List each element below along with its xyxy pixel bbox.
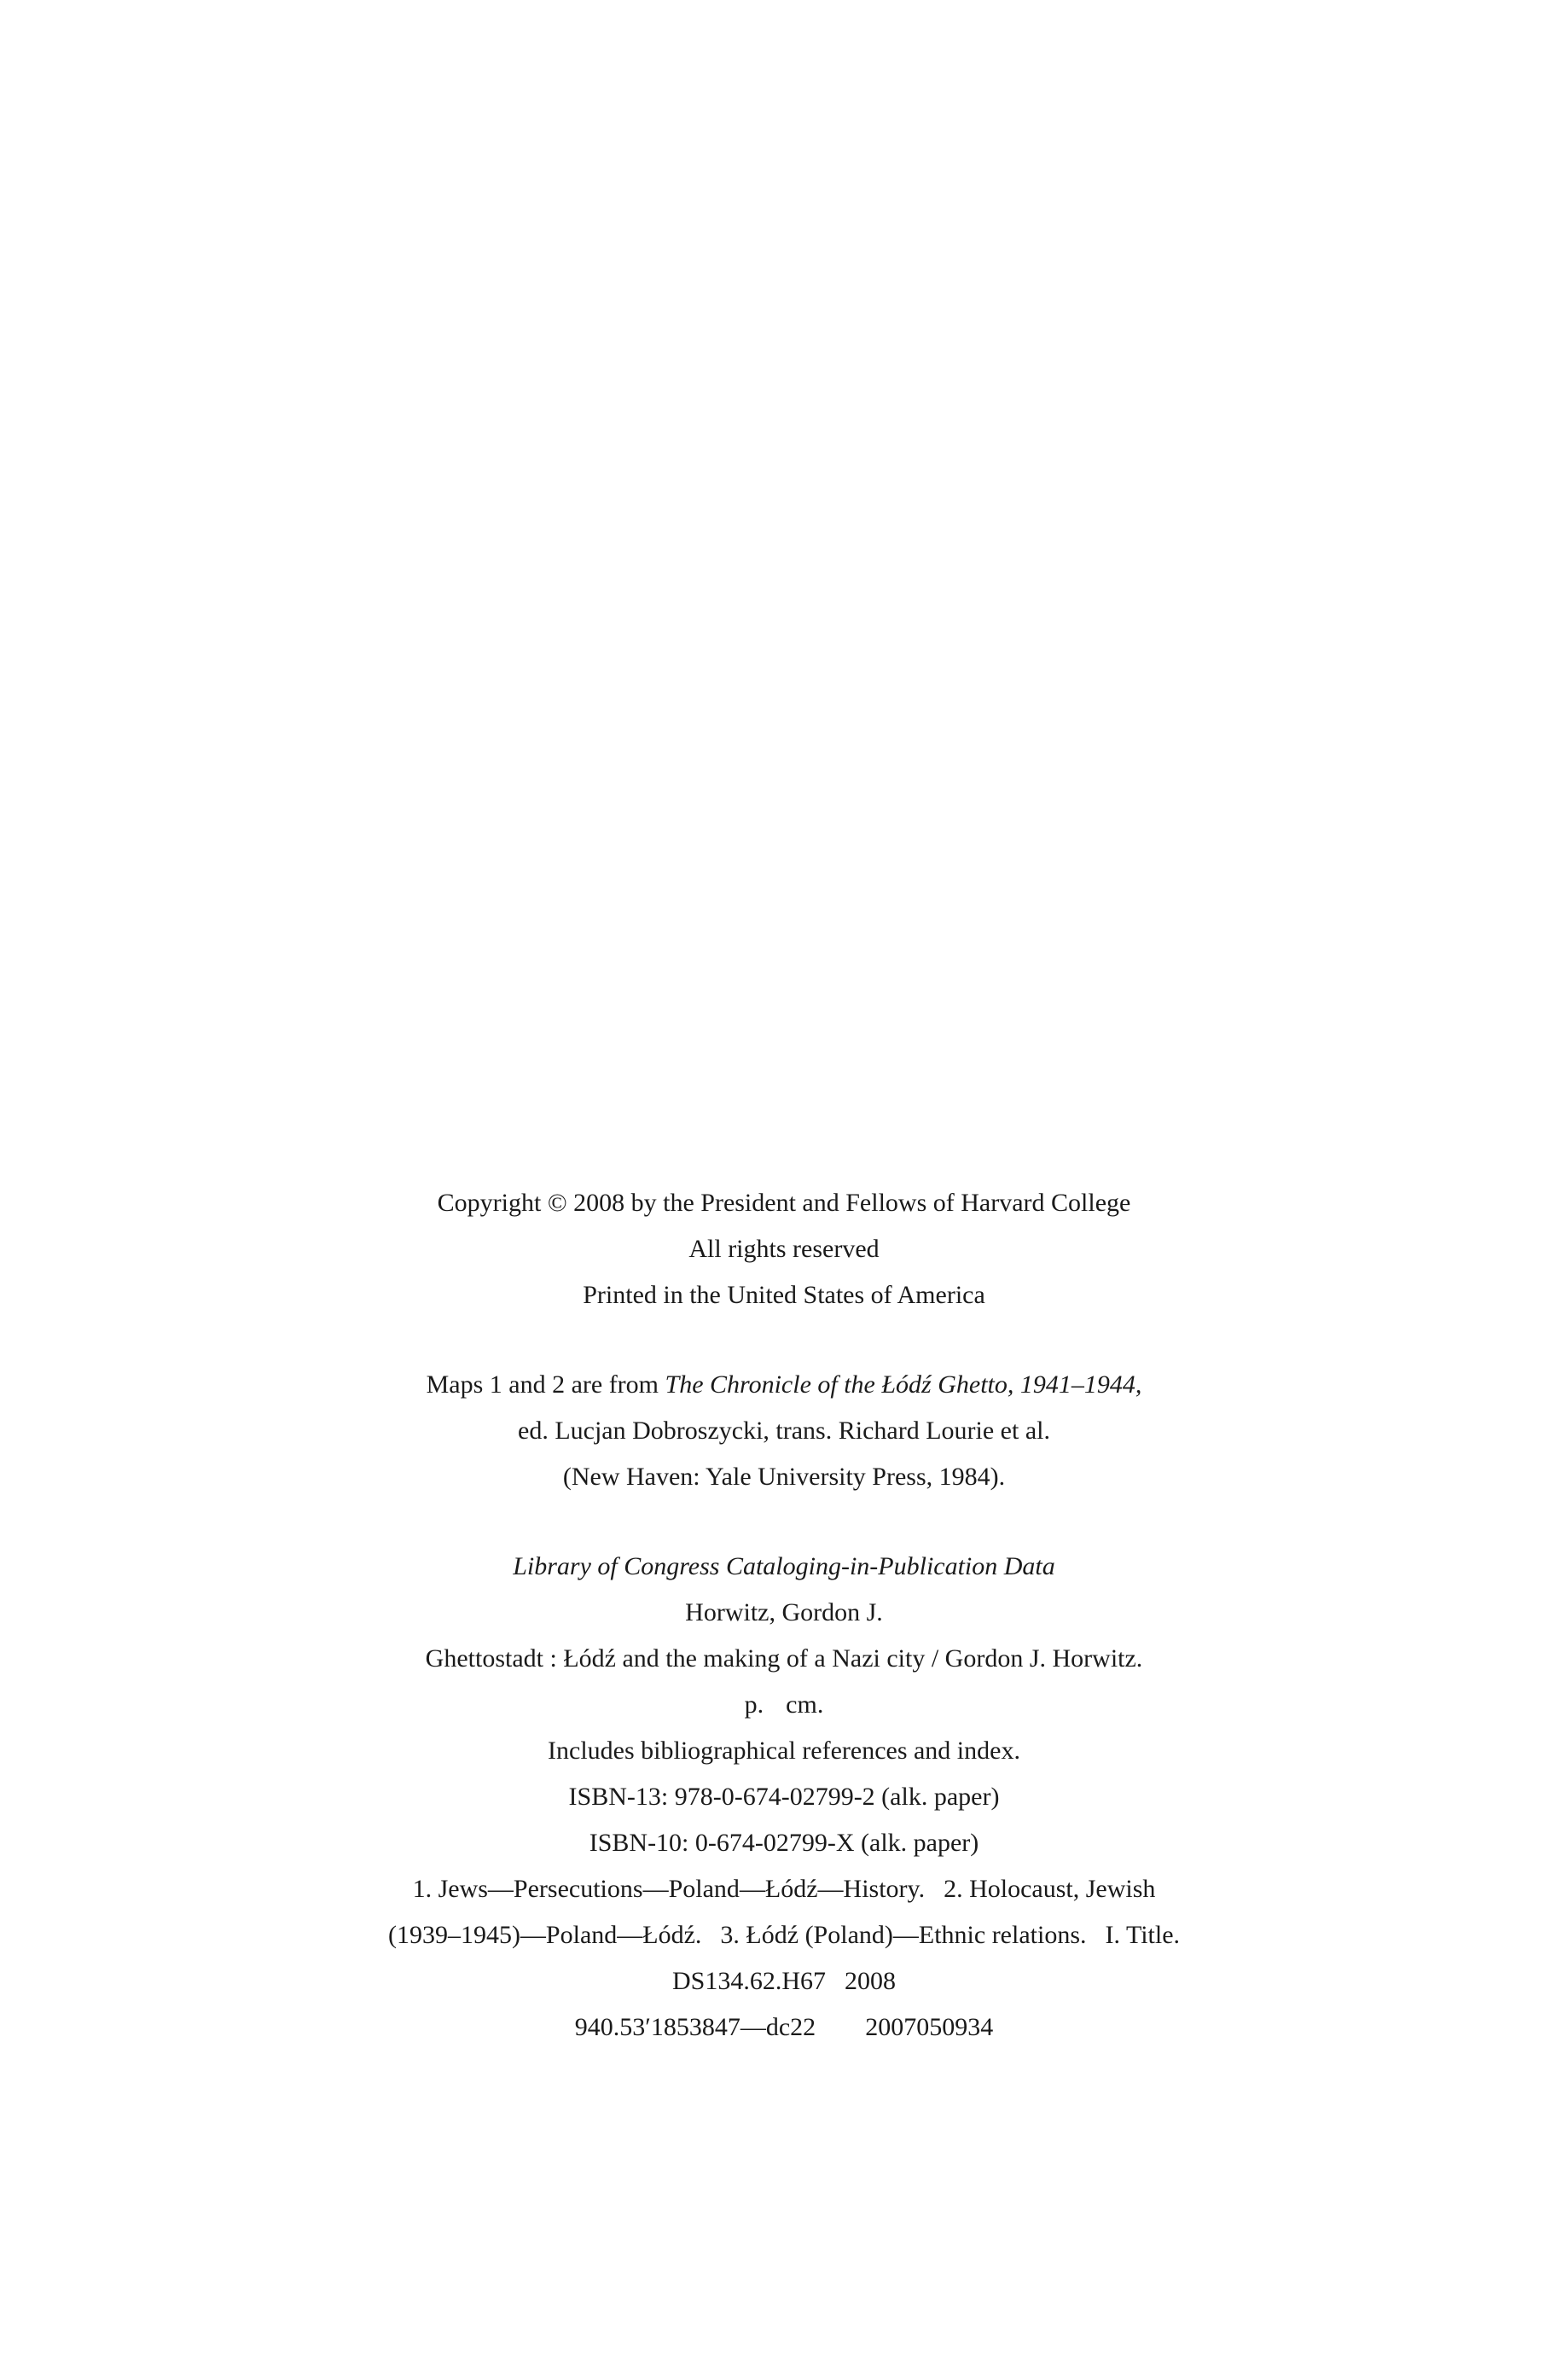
copyright-block xyxy=(0,1180,1568,1318)
cip-subjects-line-1 xyxy=(0,1866,1568,1912)
cip-subjects-line-2 xyxy=(0,1912,1568,1958)
cip-isbn-10: ISBN-10: 0-674-02799-X (alk. paper) xyxy=(589,1829,979,1857)
cip-notes: Includes bibliographical references and index. xyxy=(548,1737,1020,1765)
cip-pagination-cm: cm. xyxy=(786,1690,824,1719)
cip-lc-classification xyxy=(0,1958,1568,2004)
cip-dewey-number: 940.53′1853847—dc22 xyxy=(574,2013,816,2041)
cip-subject-2-end: (1939–1945)—Poland—Łódź. xyxy=(387,1921,702,1949)
cip-pagination-p: p. xyxy=(744,1690,764,1719)
copyright-notice: Copyright © 2008 by the President and Fellows of Harvard College xyxy=(437,1189,1131,1217)
maps-credit-prefix: Maps 1 and 2 are from xyxy=(426,1370,665,1399)
rights-reserved: All rights reserved xyxy=(688,1235,880,1263)
cip-title-entry: I. Title. xyxy=(1105,1921,1181,1949)
maps-credit-line-2: ed. Lucjan Dobroszycki, trans. Richard Lourie et al. xyxy=(518,1417,1050,1445)
cip-lc-call-number: DS134.62.H67 xyxy=(671,1967,826,1995)
printed-in: Printed in the United States of America xyxy=(583,1281,985,1309)
cip-lc-year: 2008 xyxy=(845,1967,896,1995)
cip-heading: Library of Congress Cataloging-in-Publication Data xyxy=(513,1552,1055,1580)
cip-lccn: 2007050934 xyxy=(865,2013,994,2041)
cip-subject-1: 1. Jews—Persecutions—Poland—Łódź—History. xyxy=(412,1875,926,1903)
cip-pagination xyxy=(0,1682,1568,1728)
maps-credit-block xyxy=(0,1362,1568,1500)
maps-credit-line-1 xyxy=(0,1362,1568,1408)
cip-dewey-line xyxy=(0,2004,1568,2051)
cip-data-block xyxy=(0,1544,1568,2051)
cip-subject-2-start: 2. Holocaust, Jewish xyxy=(944,1875,1156,1903)
cip-subject-3: 3. Łódź (Poland)—Ethnic relations. xyxy=(720,1921,1087,1949)
maps-source-title: The Chronicle of the Łódź Ghetto, 1941–1944, xyxy=(665,1370,1142,1399)
cip-author: Horwitz, Gordon J. xyxy=(685,1598,883,1626)
cip-isbn-13: ISBN-13: 978-0-674-02799-2 (alk. paper) xyxy=(568,1783,1000,1811)
cip-title: Ghettostadt : Łódź and the making of a Nazi city / Gordon J. Horwitz. xyxy=(425,1644,1143,1673)
maps-credit-line-3: (New Haven: Yale University Press, 1984). xyxy=(562,1463,1006,1491)
